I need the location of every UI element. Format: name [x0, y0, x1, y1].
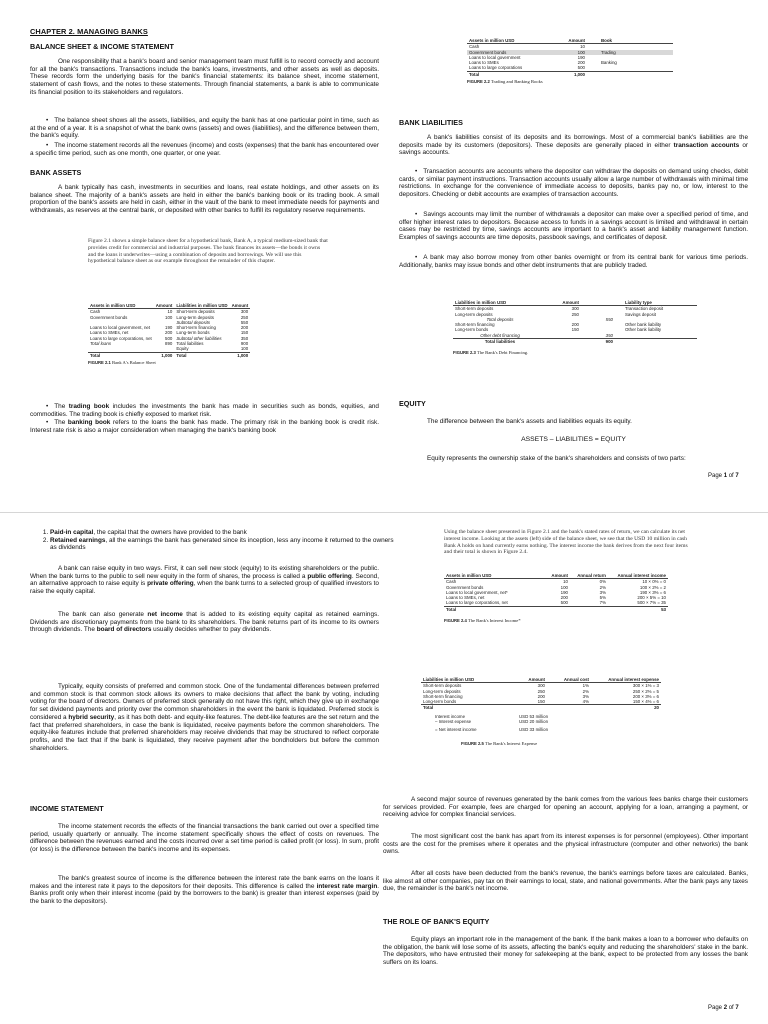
table-header: Amount	[540, 573, 570, 579]
debt-financing-table	[453, 300, 697, 344]
table-row: Loans to large corporations, net 500 Subtotal other liabilities 350	[90, 335, 249, 341]
figure-2-3	[453, 300, 697, 355]
liabilities-bullet-1: • Transaction accounts are accounts where the depositor can withdraw the deposits on demand using checks, debit cards, or similar payment instructions. Transaction accounts usually allow a large number of withdrawals with minimal time restrictions. In exchange for the convenience of immediate access to deposits, banks pay no, or low, interest to the depositors. Checking or debit accounts are examples of transaction accounts.	[399, 168, 748, 199]
section-assets-title: BANK ASSETS	[30, 168, 82, 177]
liabilities-paragraph: A bank's liabilities consist of its deposits and its borrowings. Most of a commercial bank's liabilities are the deposits made by its customers (depositors). These deposits are generally placed in either transaction accounts or savings accounts.	[399, 134, 748, 157]
figure-2-2	[467, 38, 673, 84]
page-2	[0, 512, 768, 1024]
balance-paragraph: One responsibility that a bank's board and senior management team must fulfill is to record correctly and account for all the bank's transactions. Transactions include the bank's loans, investments, and other assets as well as deposits. These records form the underlying basis for the bank's financial statements: its balance sheet, income statement, statement of cash flows, and the notes to these statements. Through financial statements, a bank is able to communicate its financial position to its stakeholders and regulators.	[30, 58, 379, 96]
figure-2-1-intro: Figure 2.1 shows a simple balance sheet for a hypothetical bank, Bank A, a typical medium-sized bank that provides credit for commercial and industrial purposes. The bank finances its assets—the bonds it owns and the loans it underwrites—using a combination of deposits and borrowings. We will use this hypothetical balance sheet as our example throughout the remainder of this chapter.	[88, 238, 328, 265]
table-row: Short-term financing 200 Other bank liability	[455, 322, 662, 328]
chapter-title: CHAPTER 2. MANAGING BANKS	[30, 27, 148, 36]
table-row: Short-term financing 200 3% 200 × 3% = 6	[423, 693, 659, 699]
page-number: Page 1 of 7	[708, 473, 739, 479]
balance-bullet-1: • The balance sheet shows all the assets, liabilities, and equity the bank has at one particular point in time, such as at the end of a year. It is a snapshot of what the bank owns (assets) and owes (liabilities), and the difference between them, the bank's equity.	[30, 117, 379, 140]
table-row: Government bonds 100 2% 100 × 2% = 2	[446, 584, 666, 590]
table-header: Amount	[231, 303, 249, 308]
table-row: Government bonds 100 Trading	[467, 50, 673, 55]
income-paragraph-1: The income statement records the effects of the financial transactions the bank carried out over a specified time period, usually quarterly or annually. The income statement specifically shows the effect of costs on revenues. The difference between the revenues earned and the costs incurred over a set time period is called profit (or loss). In sum, profit (or loss) is the difference between the bank's income and its expenses.	[30, 823, 379, 854]
figure-2-1-caption: FIGURE 2.1 Bank A's Balance Sheet	[88, 359, 156, 365]
equity-paragraph-2: Equity represents the ownership stake of the bank's shareholders and consists of two parts:	[427, 455, 686, 462]
table-header: Amount	[547, 300, 581, 306]
section-equity-title: EQUITY	[399, 399, 426, 408]
figure-2-5	[421, 677, 661, 746]
table-total-row: Total 53	[446, 606, 666, 612]
fees-paragraph: A second major source of revenues generated by the bank comes from the various fees banks charge their customers for services provided. For example, fees are charged for opening an account, applying for a loan, arranging a payment, or receiving advice for complex financial services.	[383, 796, 748, 819]
figure-2-3-caption: FIGURE 2.3 The Bank's Debt Financing.	[453, 350, 529, 356]
table-header: Amount	[553, 38, 587, 44]
table-row: Loans to local government, net 190 Short-term financing 200	[90, 325, 249, 331]
table-row: Loans to large corporations 500	[469, 65, 585, 71]
table-row: Long-term deposits 250 Savings deposit	[455, 311, 656, 317]
section-role-equity-title: THE ROLE OF BANK'S EQUITY	[383, 917, 490, 926]
table-header: Amount	[517, 677, 547, 683]
equity-parts-list	[30, 529, 399, 552]
table-total-row: Total 1,000	[467, 71, 673, 77]
table-row: Government bonds 100 Long-term deposits 250	[90, 314, 249, 320]
equity-paragraph-4: The bank can also generate net income that is added to its existing equity capital as retained earnings. Dividends are discretionary payments from the bank to its shareholders. The bank returns part of its income to its owners through dividends. The board of directors usually decides whether to pay dividends.	[30, 611, 379, 634]
equity-paragraph-5: Typically, equity consists of preferred and common stock. One of the fundamental differences between preferred and common stock is that common stock allows its owners to make decisions that affect the bank by voting, including voting for the board of directors. Owners of preferred stock generally do not have this right, which they give up in exchange for set dividend payments and priority over the common shareholders in the event the bank is liquidated. Preferred stock is considered a hybrid security, as it has both debt- and equity-like features. The debt-like features are the set return and the fact that preferred shareholders, in case the bank is liquidated, receive payments before the common shareholders. The equity-like features include that preferred shareholders may receive dividends that may be structured to reflect corporate profits, and the fact that if the bank is liquidated, they receive payment after the bondholders but before the common shareholders.	[30, 683, 379, 752]
equity-paragraph-1: The difference between the bank's assets and liabilities equals its equity.	[427, 418, 632, 425]
figure-2-2-caption: FIGURE 2.2 Trading and Banking Books	[467, 79, 543, 85]
table-row: Loans to SMEs, net 200 5% 200 × 5% = 10	[446, 595, 666, 601]
table-header: Annual cost	[547, 677, 591, 683]
role-equity-paragraph: Equity plays an important role in the management of the bank. If the bank makes a loan to a borrower who defaults on the obligation, the bank will lose some of its assets, affecting the bank's equity and reducing the shareholders' stake in the bank. The depositors, who have entrusted their money for safekeeping at the bank, expect to be protected from any losses the bank suffers on its loans.	[383, 936, 748, 967]
interest-income-table	[444, 573, 668, 612]
figure-2-4-caption: FIGURE 2.4 The Bank's Interest Income*	[444, 618, 521, 624]
table-header: Liabilities in million USD	[176, 303, 228, 308]
figure-2-5-caption: FIGURE 2.5 The Bank's Interest Expense	[461, 740, 538, 746]
section-income-title: INCOME STATEMENT	[30, 804, 104, 813]
liabilities-bullet-3: • A bank may also borrow money from other banks overnight or from its central bank for various time periods. Additionally, banks may issue bonds and other debt instruments that are publicly traded.	[399, 254, 748, 269]
balance-bullet-2: • The income statement records all the revenues (income) and costs (expenses) that the bank has encountered over a specific time period, such as one month, one quarter, or one year.	[30, 142, 379, 157]
table-header: Assets in million USD	[88, 303, 154, 309]
table-header: Assets in million USD	[444, 573, 540, 579]
table-row: Loans to local government 190	[469, 54, 585, 60]
equity-paragraph-3: A bank can raise equity in two ways. First, it can sell new stock (equity) to its existing shareholders or the public. When the bank turns to the public to sell new equity in the form of shares, the process is called a public offering. Second, an alternative approach to raise equity is private offering, when the bank turns to a selected group of qualified investors to raise the equity capital.	[30, 565, 379, 596]
figure-2-4	[444, 573, 668, 623]
table-row: Loans to SMEs, net 200 Long-term bonds 150	[90, 330, 249, 336]
balance-sheet-table	[88, 303, 250, 358]
table-row: Long-term deposits 250 2% 250 × 2% = 5	[423, 688, 659, 694]
table-row: Short-term deposits 300 1% 300 × 1% = 3	[423, 683, 659, 689]
table-row: Cash 10 Short-term deposits 300	[90, 309, 249, 315]
table-header: Annual interest income	[608, 573, 668, 579]
section-liabilities-title: BANK LIABILITIES	[399, 118, 463, 127]
trading-banking-table	[467, 38, 673, 77]
list-item: 1. Paid-in capital, the capital that the owners have provided to the bank	[50, 529, 399, 537]
table-row: Loans to large corporations, net 500 7% 500 × 7% = 35	[446, 600, 666, 606]
figure-2-4-intro: Using the balance sheet presented in Figure 2.1 and the bank's stated rates of return, we can calculate its net interest income. Looking at the assets (left) side of the balance sheet, we see that the USD 10 million in cash Bank A holds on hand currently earns nothing. The interest income the bank derives from the next four items and their total is shown in Figure 2.4.	[444, 529, 688, 556]
table-row: Long-term bonds 150 Other bank liability	[455, 327, 662, 333]
liabilities-bullet-2: • Savings accounts may limit the number of withdrawals a depositor can make over a specified period of time, and offer higher interest rates to depositors. Because access to funds in a savings account is limited and withdrawal in certain cases may be restricted by time, savings accounts are important to a bank's asset and liability management function. Examples of savings accounts are time deposits, passbook savings, and certificates of deposit.	[399, 211, 748, 242]
table-total-row: Total liabilities 900	[453, 339, 697, 345]
section-balance-title: BALANCE SHEET & INCOME STATEMENT	[30, 42, 174, 51]
table-row: Cash 10 0% 10 × 0% = 0	[446, 579, 666, 585]
table-header: Liability type	[615, 300, 697, 306]
table-row: = Net interest income USD 33 million	[435, 727, 549, 733]
table-header: Assets in million USD	[467, 38, 553, 44]
figure-2-1	[88, 303, 250, 365]
trading-book-bullet: • The trading book includes the investments the bank has made in securities such as bonds, equities, and commodities. The trading book is chiefly exposed to market risk.	[30, 403, 379, 418]
table-row: Loans to local government, net* 190 3% 190 × 3% = 6	[446, 589, 666, 595]
equity-formula: ASSETS – LIABILITIES = EQUITY	[521, 436, 626, 443]
list-item: 2. Retained earnings, all the earnings the bank has generated since its inception, less any income it returned to the owners as dividends	[50, 537, 399, 552]
table-header: Liabilities in million USD	[421, 677, 517, 683]
costs-paragraph: The most significant cost the bank has apart from its interest expenses is for personnel (employees). Other important costs are the cost for the premises where it operates and the physical infrastructure (computer and other networks) the bank owns.	[383, 833, 748, 856]
table-row: Interest income USD 53 million	[435, 713, 549, 719]
table-row: Cash 10	[469, 44, 585, 50]
interest-expense-table	[421, 677, 661, 733]
table-row: Short-term deposits 300 Transaction deposit	[455, 306, 664, 312]
table-row: – Interest expense USD 20 million	[435, 719, 549, 725]
table-total-row: Total 20	[423, 705, 659, 711]
assets-paragraph: A bank typically has cash, investments in securities and loans, real estate holdings, and other assets on its balance sheet. The majority of a bank's assets are held in either the bank's banking book or its trading book. A small proportion of the bank's assets are held in cash, either in the vault of the bank to meet immediate needs for payments and withdrawals, as reserves at the central bank, or deposited with other banks to fulfill its regulatory reserve requirements.	[30, 184, 379, 215]
table-total-row: Total 1,000 Total 1,000	[90, 352, 249, 358]
table-row: Total loans 890 Total liabilities 900	[90, 341, 249, 347]
table-row: Subtotal deposits 550	[176, 319, 249, 325]
table-row: Total deposits 550	[486, 316, 613, 322]
table-header: Liabilities in million USD	[453, 300, 547, 306]
table-header: Amount	[155, 303, 173, 308]
taxes-paragraph: After all costs have been deducted from the bank's revenue, the bank's earnings before taxes are calculated. Banks, like almost all other companies, pay tax on their earnings to local, state, and national governments. After the bank pays any taxes due, the remainder is the bank's net income.	[383, 870, 748, 893]
table-row: Long-term bonds 150 4% 150 × 4% = 6	[423, 699, 659, 705]
table-header: Annual return	[570, 573, 608, 579]
banking-book-bullet: • The banking book refers to the loans the bank has made. The primary risk in the banking book is credit risk. Interest rate risk is also a major consideration when managing the bank's banking book	[30, 419, 379, 434]
page-number: Page 2 of 7	[708, 1005, 739, 1011]
table-row: Other debt financing 350	[480, 332, 613, 338]
table-header: Book	[587, 38, 673, 44]
income-paragraph-2: The bank's greatest source of income is the difference between the interest rate the bank earns on the loans it makes and the interest rate it pays to the depositors for their deposits. This difference is called the interest rate margin. Banks profit only when their interest income (paid by the borrowers to the bank) is greater than interest expenses (paid by the bank to the depositors).	[30, 875, 380, 906]
table-row: Equity 100	[176, 346, 249, 352]
table-header: Annual interest expense	[591, 677, 661, 683]
table-row: Loans to SMEs 200 Banking	[469, 60, 617, 66]
